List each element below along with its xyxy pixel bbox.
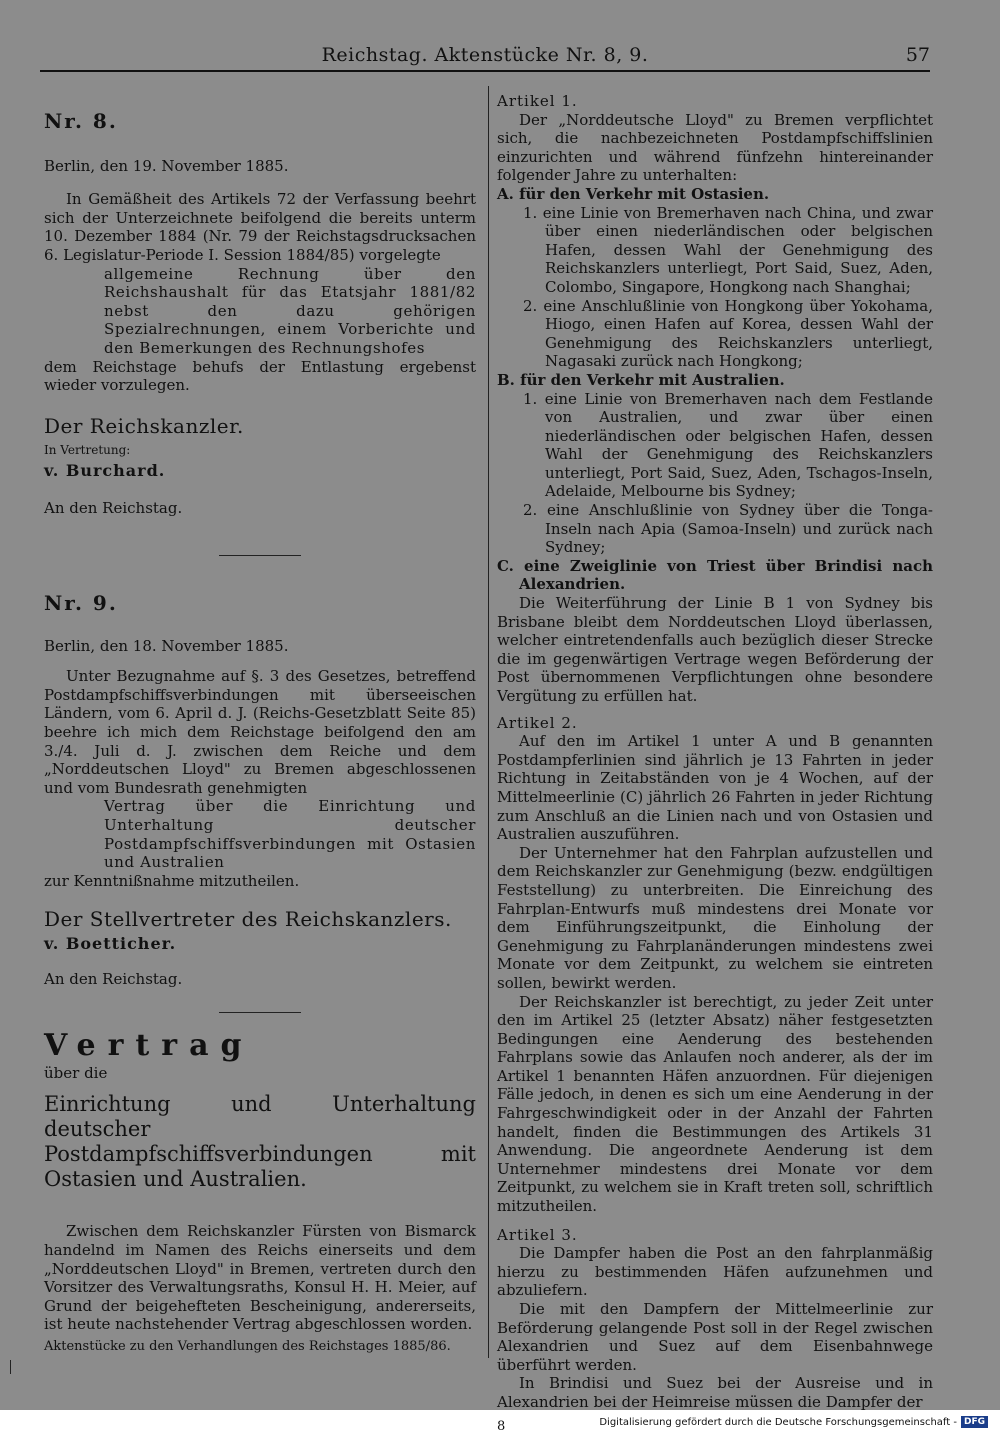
nr9-signer-title: Der Stellvertreter des Reichskanzlers. — [44, 907, 452, 932]
nr9-addressee: An den Reichstag. — [44, 969, 183, 988]
section-c-heading: C. eine Zweiglinie von Triest über Brindisi nach Alexandrien. — [497, 556, 933, 594]
section-b-item-2: 2. eine Anschlußlinie von Sydney über die Tonga-Inseln nach Apia (Samoa-Inseln) und zurück nach Sydney; — [523, 501, 933, 557]
article-3-paragraph-3: In Brindisi und Suez bei der Ausreise und in Alexandrien bei der Heimreise müssen die Dampfer der — [497, 1374, 933, 1411]
nr9-signer-name: v. Boetticher. — [44, 934, 177, 953]
section-b-item-1: 1. eine Linie von Bremerhaven nach dem Festlande von Australien, und zwar über einen niederländischen oder belgischen Hafen, dessen Wahl der Genehmigung des Reichskanzlers unterliegt, Port Said, Suez, Aden, Tschagos-Inseln, Adelaide, Melbourne bis Sydney; — [523, 389, 933, 501]
running-header — [40, 40, 930, 72]
nr9-spaced-block: Vertrag über die Einrichtung und Unterhaltung deutscher Postdampfschiffsverbindungen mit Ostasien und Australien — [104, 797, 476, 872]
digitization-credit — [599, 1416, 988, 1428]
nr9-closing: zur Kenntnißnahme mitzutheilen. — [44, 871, 300, 890]
credit-text: Digitalisierung gefördert durch die Deutsche Forschungsgemeinschaft - — [599, 1416, 957, 1428]
sheet-number: 8 — [497, 1418, 506, 1434]
separator-line — [219, 1012, 301, 1013]
document-number-8: Nr. 8. — [44, 109, 118, 133]
column-divider — [488, 86, 489, 1358]
left-column — [44, 90, 476, 1357]
treaty-intro: Zwischen dem Reichskanzler Fürsten von Bismarck handelnd im Namen des Reichs einerseits und dem „Norddeutschen Lloyd" in Bremen, vertreten durch den Vorsitzer des Verwaltungsraths, Konsul H. H. Meier, auf Grund der beigehefteten Bescheinigung, andererseits, ist heute nachstehender Vertrag abgeschlossen worden. — [44, 1222, 476, 1334]
section-a-heading: A. für den Verkehr mit Ostasien. — [497, 184, 770, 203]
nr8-signer-name: v. Burchard. — [44, 460, 166, 480]
article-3-paragraph-1: Die Dampfer haben die Post an den fahrplanmäßig hierzu zu bestimmenden Häfen aufzunehmen und abzuliefern. — [497, 1244, 933, 1300]
article-2-paragraph-1: Auf den im Artikel 1 unter A und B genannten Postdampferlinien sind jährlich je 13 Fahrten in jeder Richtung in Zeitabständen von je 4 Wochen, auf der Mittelmeerlinie (C) jährlich 26 Fahrten in jeder Richtung zum Anschluß an die Linien nach und von Ostasien und Australien auszuführen. — [497, 732, 933, 844]
section-c-text: Die Weiterführung der Linie B 1 von Sydney bis Brisbane bleibt dem Norddeutschen Lloyd überlassen, welcher eintretendenfalls auch bezüglich dieser Strecke die im gegenwärtigen Vertrage wegen Beförderung der Post übernommenen Verpflichtungen ohne besondere Vergütung zu erfüllen hat. — [497, 594, 933, 705]
article-1-heading: Artikel 1. — [497, 92, 578, 110]
nr8-addressee: An den Reichstag. — [44, 498, 183, 517]
treaty-subtitle: Einrichtung und Unterhaltung deutscher Postdampfschiffsverbindungen mit Ostasien und Australien. — [44, 1092, 476, 1192]
section-a-item-2: 2. eine Anschlußlinie von Hongkong über Yokohama, Hiogo, einen Hafen auf Korea, dessen Wahl der Genehmigung des Reichskanzlers unterliegt, Nagasaki zurück nach Hongkong; — [523, 296, 933, 371]
nr8-paragraph: In Gemäßheit des Artikels 72 der Verfassung beehrt sich der Unterzeichnete beifolgend die bereits unterm 10. Dezember 1884 (Nr. 79 der Reichstagsdrucksachen 6. Legislatur-Periode I. Session 1884/85) vorgelegte — [44, 190, 476, 264]
document-number-9: Nr. 9. — [44, 591, 118, 616]
nr8-closing: dem Reichstage behufs der Entlastung ergebenst wieder vorzulegen. — [44, 357, 476, 395]
nr8-date: Berlin, den 19. November 1885. — [44, 156, 289, 175]
article-2-heading: Artikel 2. — [497, 713, 578, 732]
nr9-paragraph: Unter Bezugnahme auf §. 3 des Gesetzes, betreffend Postdampfschiffsverbindungen mit überseeischen Ländern, vom 6. April d. J. (Reichs-Gesetzblatt Seite 85) beehre ich mich dem Reichstage beifolgend den am 3./4. Juli d. J. zwischen dem Reiche und dem „Norddeutschen Lloyd" zu Bremen abgeschlossenen und vom Bundesrath genehmigten — [44, 667, 476, 797]
section-b-heading: B. für den Verkehr mit Australien. — [497, 370, 785, 389]
nr8-signer-title: Der Reichskanzler. — [44, 413, 244, 438]
page-footer: Aktenstücke zu den Verhandlungen des Reichstages 1885/86. — [44, 1338, 451, 1354]
nr8-in-vertretung: In Vertretung: — [44, 443, 131, 458]
separator-line — [219, 555, 301, 556]
treaty-ueber-die: über die — [44, 1063, 108, 1082]
page-number: 57 — [905, 44, 930, 66]
article-3-paragraph-2: Die mit den Dampfern der Mittelmeerlinie zur Beförderung gelangende Post soll in der Regel zwischen Alexandrien und Suez auf dem Eisenbahnwege überführt werden. — [497, 1300, 933, 1374]
article-2-paragraph-2: Der Unternehmer hat den Fahrplan aufzustellen und dem Reichskanzler zur Genehmigung (bezw. endgültigen Feststellung) zu unterbreiten. Die Einreichung des Fahrplan-Entwurfs muß mindestens drei Monate vor dem Einführungszeitpunkt, die Einholung der Genehmigung zu Fahrplanänderungen mindestens zwei Monate vor dem Zeitpunkt, zu welchem sie eintreten sollen, bewirkt werden. — [497, 843, 933, 992]
header-title: Reichstag. Aktenstücke Nr. 8, 9. — [321, 44, 649, 66]
treaty-title: Vertrag — [44, 1028, 254, 1064]
article-3-heading: Artikel 3. — [497, 1225, 578, 1244]
margin-mark — [10, 1360, 11, 1374]
right-column — [497, 90, 933, 1436]
nr8-spaced-block: allgemeine Rechnung über den Reichshaushalt für das Etatsjahr 1881/82 nebst den dazu gehörigen Spezialrechnungen, einem Vorberichte und den Bemerkungen des Rechnungshofes — [104, 264, 476, 357]
dfg-logo: DFG — [961, 1416, 988, 1428]
nr9-date: Berlin, den 18. November 1885. — [44, 636, 289, 655]
article-2-paragraph-3: Der Reichskanzler ist berechtigt, zu jeder Zeit unter den im Artikel 25 (letzter Absatz) näher festgesetzten Bedingungen eine Aenderung des bestehenden Fahrplans sowie das Anlaufen noch anderer, als der im Artikel 1 benannten Häfen anzuordnen. Für diejenigen Fälle jedoch, in denen es sich um eine Aenderung in der Fahrgeschwindigkeit oder in der Anzahl der Fahrten handelt, finden die Bestimmungen des Artikels 31 Anwendung. Die angeordnete Aenderung ist dem Unternehmer mindestens drei Monate vor dem Zeitpunkt, zu welchem sie in Kraft treten soll, schriftlich mitzutheilen. — [497, 992, 933, 1216]
article-1-intro: Der „Norddeutsche Lloyd" zu Bremen verpflichtet sich, die nachbezeichneten Postdampfschiffslinien einzurichten und während fünfzehn hintereinander folgender Jahre zu unterhalten: — [497, 110, 933, 185]
section-a-item-1: 1. eine Linie von Bremerhaven nach China, und zwar über einen niederländischen oder belgischen Hafen, dessen Wahl der Genehmigung des Reichskanzlers unterliegt, Port Said, Suez, Aden, Colombo, Singapore, Hongkong nach Shanghai; — [523, 203, 933, 296]
